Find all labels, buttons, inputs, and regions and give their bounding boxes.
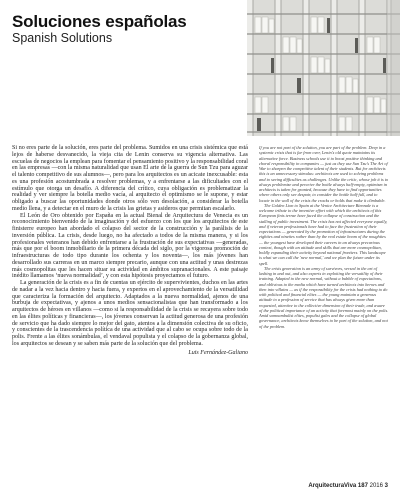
page-footer — [308, 483, 388, 489]
magazine-name: ArquitecturaViva 187 — [308, 483, 368, 489]
shelving-photo — [247, 0, 400, 136]
page-number: 3 — [384, 483, 388, 489]
english-paragraph: If you are not part of the solution, you are part of the problem. Deep in a systemic crisis that is far from over, Lenin's old quote maintains its alternative force. Business schools use it to boost positive thinking and choral responsibility in companies — just as they use Sun Tzu's The Art of War to sharpen the competitive talent of their students. But for architects this is an unnecessary stimulus: architects are used to solving problems and to seeing difficulties as challenges. Unlike the critic, whose job it is to always problemize and perceive the bottle always half-empty, optimism in architects is taken for granted, because they have to find opportunities where others only see despair, to consider the bottle half-full, and to locate in the wall of the crisis the cracks or holds that make it climbable. — [259, 145, 389, 203]
page-subtitle: Spanish Solutions — [12, 31, 113, 45]
issue-year: 2016 — [369, 483, 383, 489]
english-paragraph: The Golden Lion to Spain at the Venice Architecture Biennale is a welcome tribute to the inventive effort with which the architects of this European finis terrae have faced the collapse of construction and the stalling of public investment. The crisis has not affected everyone equally, and if veteran professionals have had to face the frustration of their expectations — generated by the promotion of infrastructures during the eighties and nineties rather than by the real estate boom of the noughties — the youngest have developed their careers in an always precarious context, though with an attitude and skills that are more cosmopolitan, boldly expanding their activity beyond national frontiers. This landscape is what we can call the 'new normal,' and we plan the future under its spell. — [259, 202, 388, 266]
english-text-column — [259, 145, 389, 329]
spanish-text-column — [12, 145, 248, 356]
spanish-paragraph: Si no eres parte de la solución, eres parte del problema. Sumidos en una crisis sistémica que está lejos de haberse desvanecido, la vieja cita de Lenin conserva su vigencia alternativa. Las escuelas de negocios la emplean para fomentar el pensamiento positivo y la responsabilidad coral en las empresas —con la misma naturalidad que usan El arte de la guerra de Sun Tzu para aguzar el talento competitivo de sus alumnos—, pero para los arquitectos es un acicate inexcusable: esta es una profesión acostumbrada a resolver problemas, y a enfrentarse a las dificultades con el estímulo que otorga un desafío. A diferencia del crítico, cuya obligación es problematizar la realidad y ver siempre la botella medio vacía, al arquitecto el optimismo se le supone, y estar obligado a buscar las oportunidades donde otros sólo ven desolación, a considerar la botella medio llena, y a detectar en el muro de la crisis las grietas y asideros que permitan escalarlo. — [12, 145, 248, 212]
author-signature: Luis Fernández-Galiano — [188, 349, 248, 356]
english-paragraph: The crisis generation is an army of survivors, versed in the art of lashing in and out, and also experts in exploiting the versatility of their training. Adapted to the new normal, without a bubble of expectations, and oblivious to the media which have turned architects into heroes and then into villains — as if the responsibility for the crisis had nothing to do with political and financial elites — the young maintain a generous attitude to a profession of service that has always given more than requested, attentive to the collective dimension of their trade, and aware of the political importance of an activity that foremost mainly on the polis. Amid somnambulist elites, populist gales and the collapse of global governance, architects know themselves to be part of the solution, and not of the problem. — [259, 265, 389, 329]
spanish-paragraph: El León de Oro obtenido por España en la actual Bienal de Arquitectura de Venecia es un reconocimiento bienvenido de la imaginación y del esfuerzo con los que los arquitectos de este finisterre europeo han abordado el colapso del sector de la construcción y la parálisis de la inversión pública. La crisis, desde luego, no ha afectado a todos de la misma manera, y si los profesionales veteranos han debido enfrentarse a la frustración de sus expectativas —generadas, más que por el boom inmobiliario de la primera década del siglo, por la vigorosa promoción de infraestructuras de todo tipo durante los ochenta y los noventa—, los más jóvenes han desarrollado sus carreras en un marco siempre precario, aunque con una actitud y unas destrezas más cosmopolitas que les hacen situar su actividad en ámbitos supranacionales. A este paisaje inédito llamamos ‘nueva normalidad’, y con esta hipótesis proyectamos el futuro. — [12, 212, 248, 280]
page-title: Soluciones españolas — [12, 12, 187, 31]
spanish-paragraph: La generación de la crisis es a fin de cuentas un ejército de supervivientes, duchos en las artes de nadar a la vez hacia dentro y hacia fuera, y expertos en el aprovechamiento de la versatilidad que caracteriza la formación del arquitecto. Adaptados a la nueva normalidad, ajenos de una burbuja de expectativas, y ajenos a unos medios sensacionalistas que han transformado a los arquitectos de héroes en villanos —como si la responsabilidad de la crisis se recayera sobre todo en las élites políticas y financieras—, los jóvenes conservan la actitud generosa de una profesión de servicio que ha dado siempre lo mejor del gato, atentos a la dimensión colectiva de su oficio, y conscientes de la trascendencia política de una actividad que al cabo se ocupa sobre todo de la polis. Frente a las élites sonámbulas, el vendaval populista y el colapso de la gobernanza global, los arquitectos se desean y se saben más parte de la solución que del problema. — [12, 280, 248, 347]
